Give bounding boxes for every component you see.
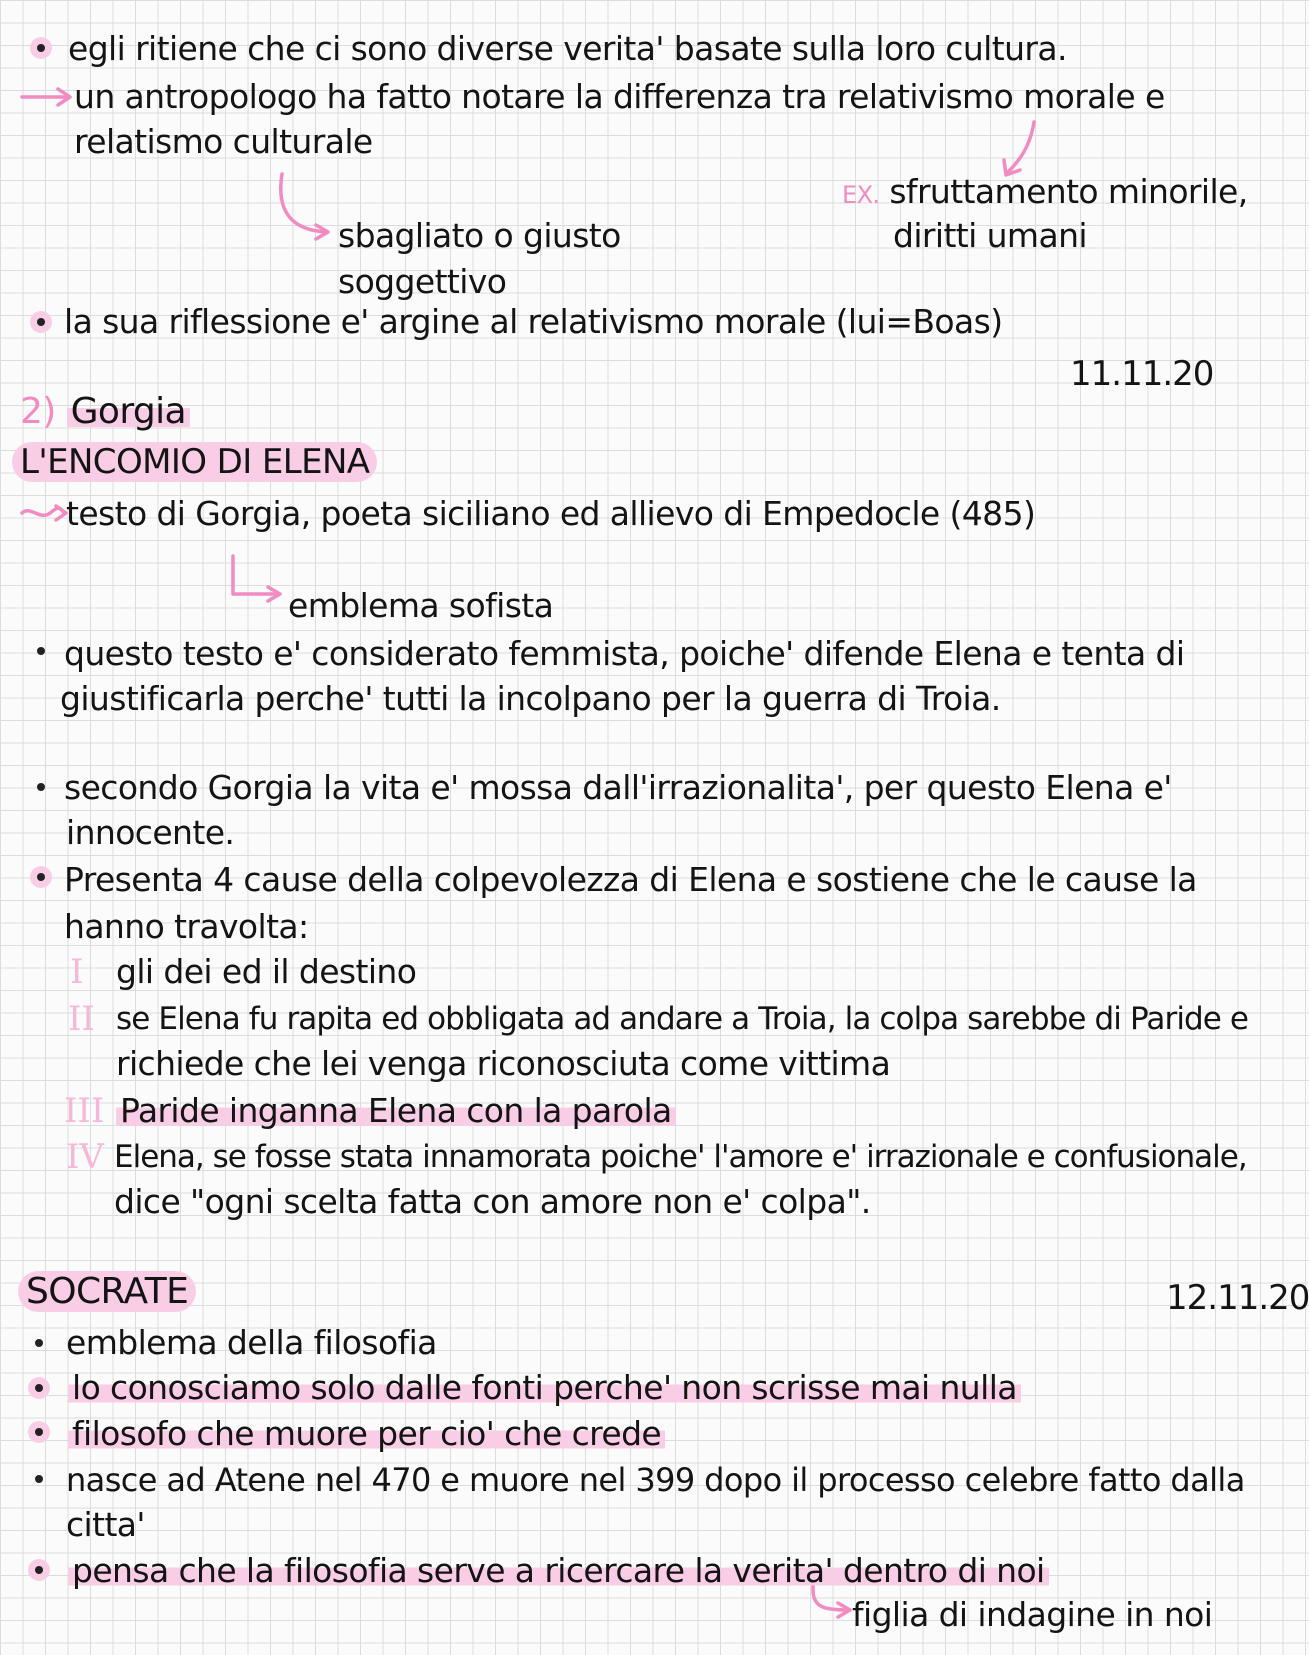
cause-text: Paride inganna Elena con la parola: [116, 1091, 676, 1130]
roman-numeral: I: [70, 952, 84, 992]
note-line: egli ritiene che ci sono diverse verita' basate sulla loro cultura.: [68, 29, 1067, 68]
note-line: emblema sofista: [288, 586, 554, 625]
note-line: un antropologo ha fatto notare la differenza tra relativismo morale e: [74, 77, 1165, 116]
note-line: relatismo culturale: [74, 122, 373, 161]
date-label: 11.11.20: [1070, 354, 1214, 394]
note-line: giustificarla perche' tutti la incolpano per la guerra di Troia.: [60, 679, 1001, 718]
note-line: emblema della filosofia: [66, 1323, 437, 1362]
corner-arrow-icon: [233, 556, 280, 601]
example-text: sfruttamento minorile,: [889, 172, 1248, 211]
note-text: filosofo che muore per cio' che crede: [68, 1414, 665, 1453]
note-line: [68, 1368, 1021, 1408]
note-line: citta': [66, 1505, 145, 1544]
bullet: [30, 37, 52, 59]
note-line: la sua riflessione e' argine al relativismo morale (lui=Boas): [64, 302, 1003, 341]
note-line: [68, 1414, 665, 1454]
roman-numeral: III: [64, 1091, 105, 1131]
date-label: 12.11.20: [1166, 1278, 1309, 1318]
arrow-right-icon: [22, 89, 70, 105]
section-subtitle: [12, 442, 377, 482]
note-line: soggettivo: [338, 262, 507, 301]
bullet: [30, 776, 52, 798]
paragraph-text: questo testo e' considerato femmista, poiche' difende Elena e tenta di: [64, 634, 1185, 673]
bullet: [30, 311, 52, 333]
note-line: nasce ad Atene nel 470 e muore nel 399 dopo il processo celebre fatto dalla: [66, 1461, 1245, 1499]
example-line: diritti umani: [893, 216, 1087, 255]
bullet: [28, 1421, 50, 1443]
example-line: [842, 172, 1248, 215]
section-heading: [20, 392, 190, 432]
note-line: hanno travolta:: [64, 907, 309, 946]
note-line: [68, 1551, 1049, 1591]
note-text: pensa che la filosofia serve a ricercare la verita' dentro di noi: [68, 1551, 1049, 1590]
note-line: sbagliato o giusto: [338, 216, 621, 255]
cause-line: richiede che lei venga riconosciuta come vittima: [116, 1044, 891, 1083]
subtitle-text: L'ENCOMIO DI ELENA: [12, 442, 377, 482]
roman-numeral: II: [68, 999, 95, 1039]
section-heading: [18, 1272, 196, 1312]
curved-arrow-icon: [281, 174, 328, 239]
bullet: [28, 1559, 50, 1581]
cause-line: Elena, se fosse stata innamorata poiche' l'amore e' irrazionale e confusionale,: [114, 1139, 1247, 1175]
note-line: secondo Gorgia la vita e' mossa dall'irrazionalita', per questo Elena e': [64, 768, 1172, 807]
curved-arrow-icon: [1004, 122, 1034, 175]
example-label: EX.: [842, 181, 880, 209]
cause-line: gli dei ed il destino: [116, 952, 417, 991]
bullet: [28, 1468, 50, 1490]
roman-numeral: IV: [66, 1137, 104, 1177]
section-title: SOCRATE: [18, 1271, 196, 1312]
note-line: [64, 634, 1184, 674]
cause-line: dice "ogni scelta fatta con amore non e' colpa".: [114, 1182, 871, 1221]
bullet: [28, 1377, 50, 1399]
cause-line: [116, 1091, 676, 1131]
bullet: [28, 1332, 50, 1354]
note-line: Presenta 4 cause della colpevolezza di Elena e sostiene che le cause la: [64, 860, 1197, 899]
section-number: 2): [20, 391, 56, 432]
note-line: testo di Gorgia, poeta siciliano ed allievo di Empedocle (485): [66, 494, 1036, 533]
wavy-arrow-icon: [22, 506, 66, 520]
note-line: figlia di indagine in noi: [852, 1595, 1213, 1634]
section-title: Gorgia: [67, 391, 190, 432]
note-text: lo conosciamo solo dalle fonti perche' non scrisse mai nulla: [68, 1368, 1021, 1407]
bullet: [30, 640, 52, 662]
bullet: [30, 866, 52, 888]
note-line: innocente.: [66, 813, 235, 852]
cause-line: se Elena fu rapita ed obbligata ad andare a Troia, la colpa sarebbe di Paride e: [116, 1001, 1249, 1037]
